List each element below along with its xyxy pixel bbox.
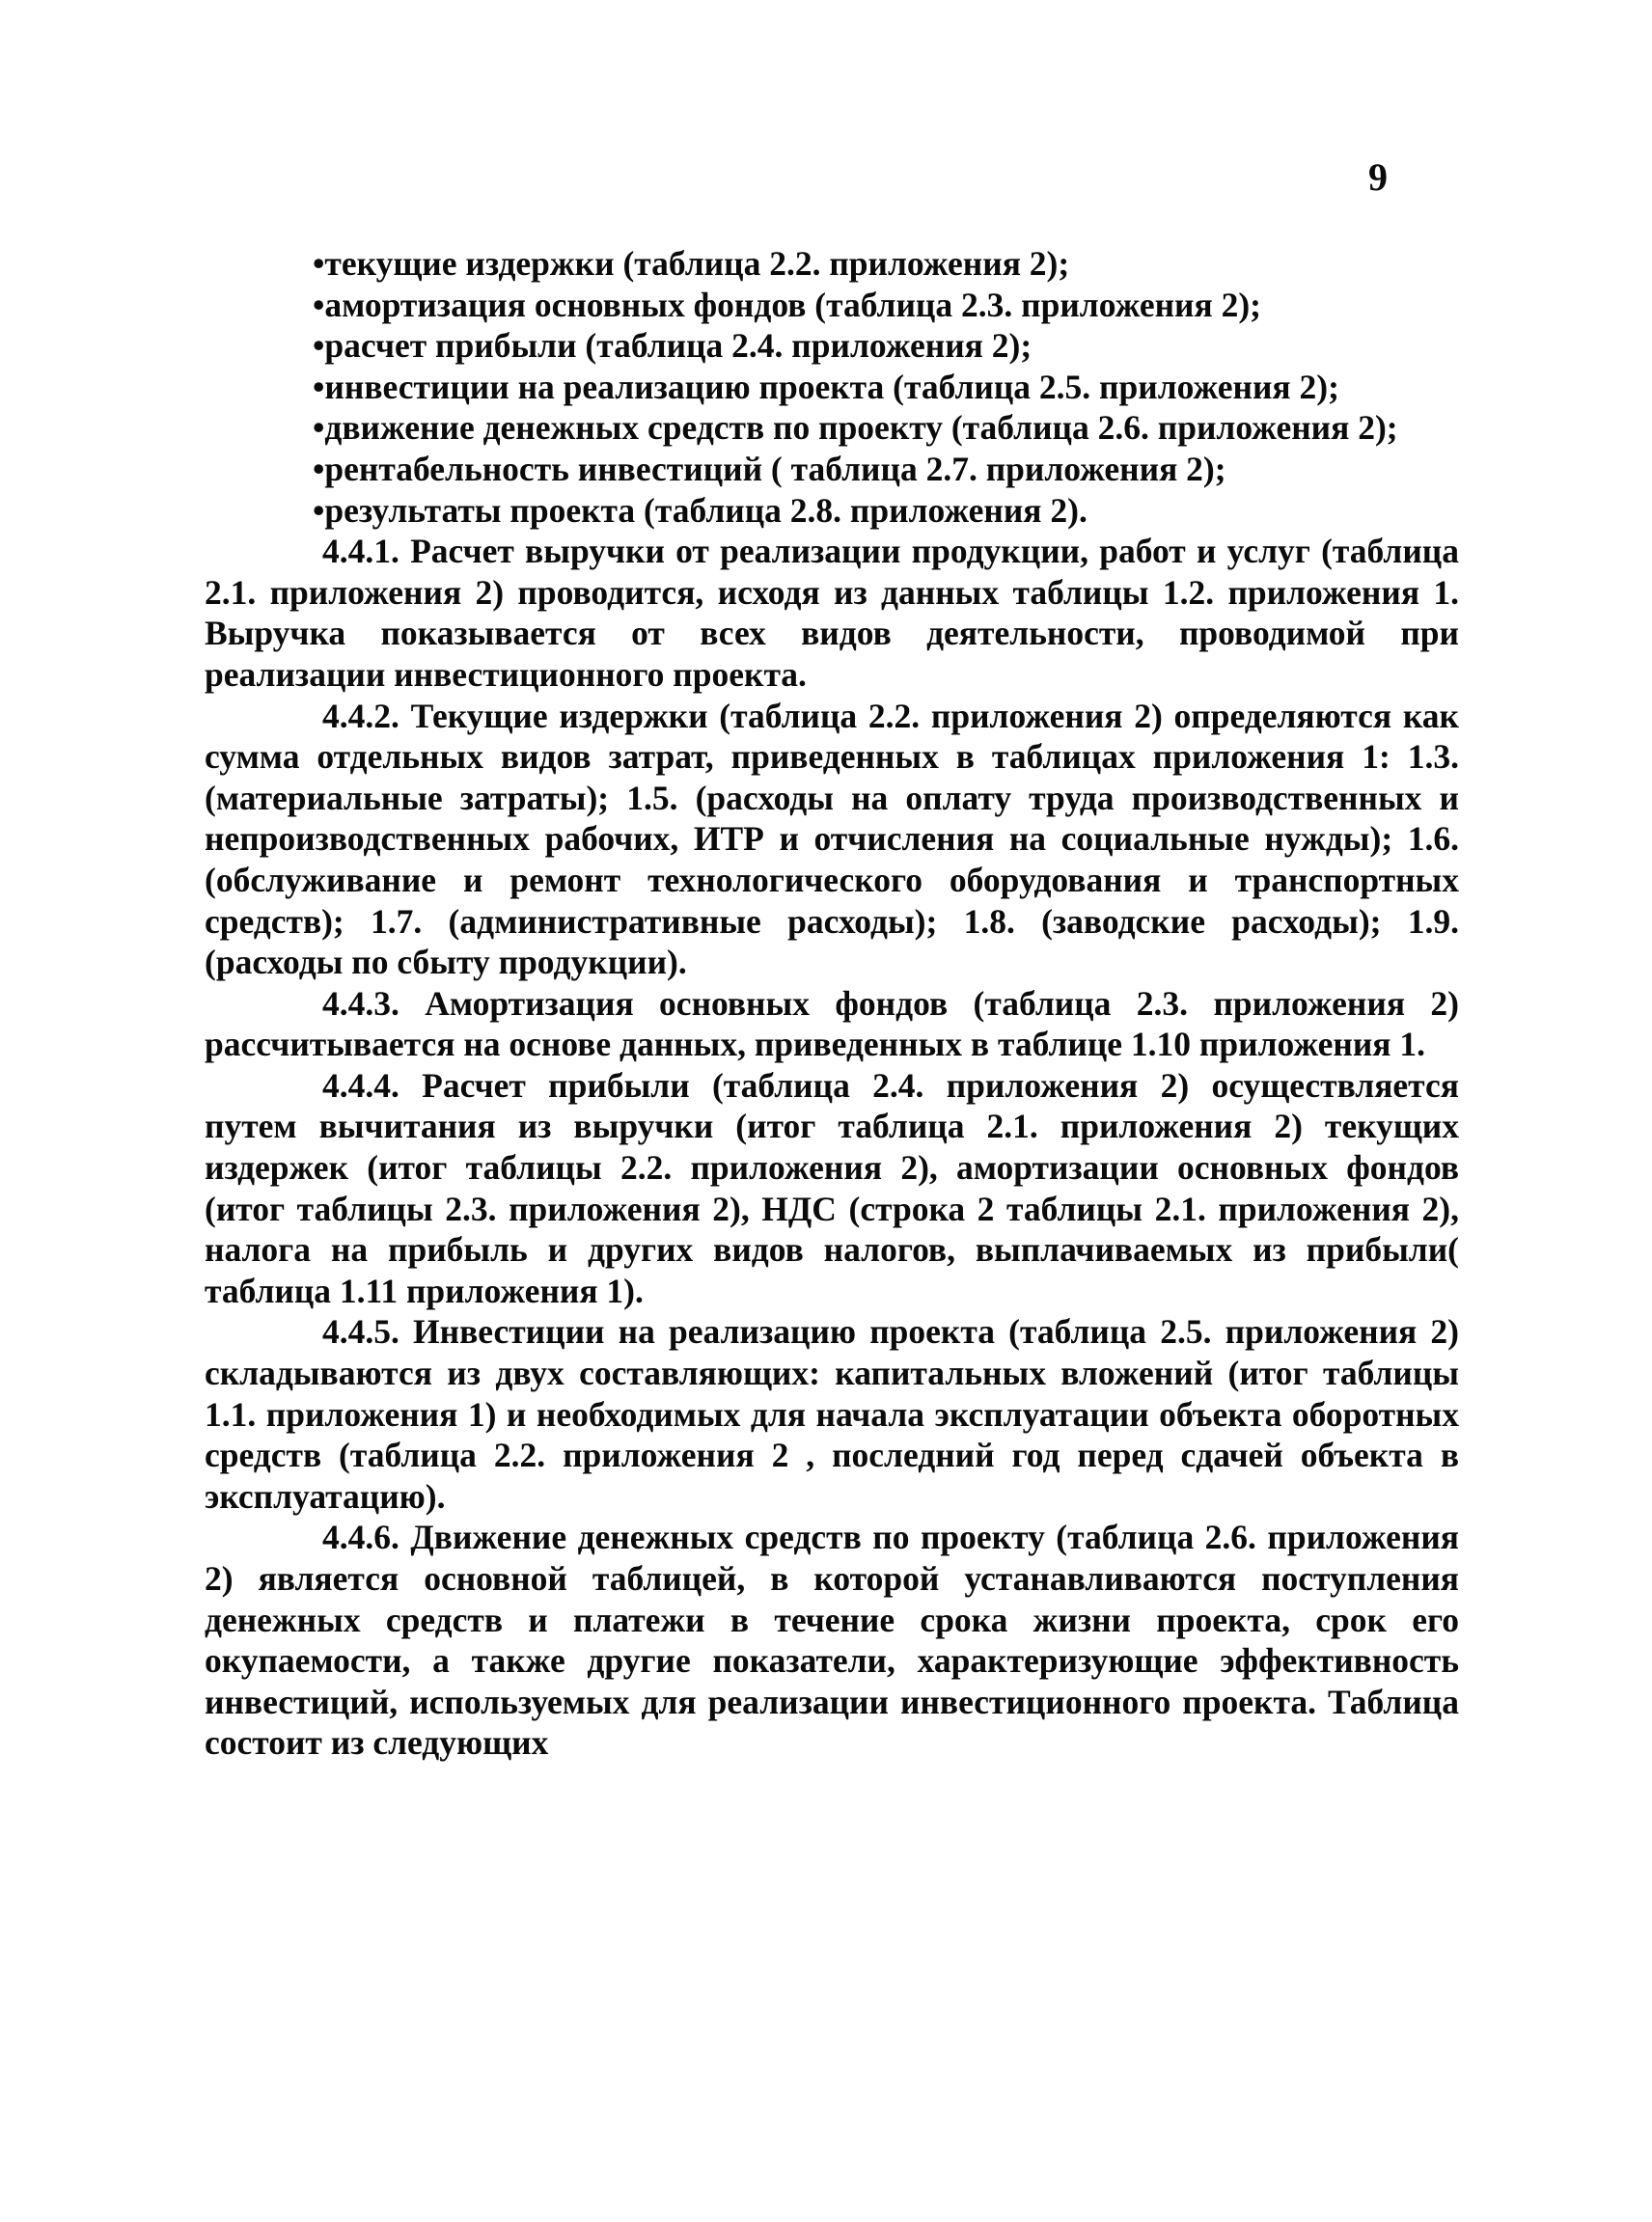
bullet-item: •расчет прибыли (таблица 2.4. приложения 2); [313, 326, 1032, 366]
bullet-item: •результаты проекта (таблица 2.8. приложения 2). [313, 490, 1088, 530]
paragraph-4-4-1: 4.4.1. Расчет выручки от реализации продукции, работ и услуг (таблица 2.1. приложения 2) проводится, исходя из данных таблицы 1.2. приложения 1. Выручка показывается от всех видов деятельности, проводимой при реализации инвестиционного проекта. [205, 532, 1459, 694]
bullet-item: •инвестиции на реализацию проекта (таблица 2.5. приложения 2); [313, 367, 1339, 406]
bullet-item: •текущие издержки (таблица 2.2. приложения 2); [313, 244, 1070, 283]
bullet-item: •движение денежных средств по проекту (таблица 2.6. приложения 2); [313, 408, 1398, 448]
bullet-item: •рентабельность инвестиций ( таблица 2.7. приложения 2); [313, 449, 1226, 488]
paragraph-4-4-4: 4.4.4. Расчет прибыли (таблица 2.4. приложения 2) осуществляется путем вычитания из выручки (итог таблица 2.1. приложения 2) текущих издержек (итог таблицы 2.2. приложения 2), амортизации основных фондов (итог таблицы 2.3. приложения 2), НДС (строка 2 таблицы 2.1. приложения 2), налога на прибыль и других видов налогов, выплачиваемых из прибыли( таблица 1.11 приложения 1). [205, 1065, 1459, 1310]
page-number: 9 [1368, 155, 1388, 199]
paragraph-4-4-6: 4.4.6. Движение денежных средств по проекту (таблица 2.6. приложения 2) является основной таблицей, в которой устанавливаются поступления денежных средств и платежи в течение срока жизни проекта, срок его окупаемости, а также другие показатели, характеризующие эффективность инвестиций, используемых для реализации инвестиционного проекта. Таблица состоит из следующих [205, 1518, 1459, 1763]
paragraph-4-4-3: 4.4.3. Амортизация основных фондов (таблица 2.3. приложения 2) рассчитывается на основе данных, приведенных в таблице 1.10 приложения 1. [205, 983, 1459, 1064]
bullet-item: •амортизация основных фондов (таблица 2.3. приложения 2); [313, 285, 1261, 324]
paragraph-4-4-2: 4.4.2. Текущие издержки (таблица 2.2. приложения 2) определяются как сумма отдельных видов затрат, приведенных в таблицах приложения 1: 1.3. (материальные затраты); 1.5. (расходы на оплату труда производственных и непроизводственных рабочих, ИТР и отчисления на социальные нужды); 1.6. (обслуживание и ремонт технологического оборудования и транспортных средств); 1.7. (административные расходы); 1.8. (заводские расходы); 1.9. (расходы по сбыту продукции). [205, 696, 1459, 982]
body-text [205, 243, 1459, 1764]
paragraph-4-4-5: 4.4.5. Инвестиции на реализацию проекта (таблица 2.5. приложения 2) складываются из двух составляющих: капитальных вложений (итог таблицы 1.1. приложения 1) и необходимых для начала эксплуатации объекта оборотных средств (таблица 2.2. приложения 2 , последний год перед сдачей объекта в эксплуатацию). [205, 1312, 1459, 1516]
